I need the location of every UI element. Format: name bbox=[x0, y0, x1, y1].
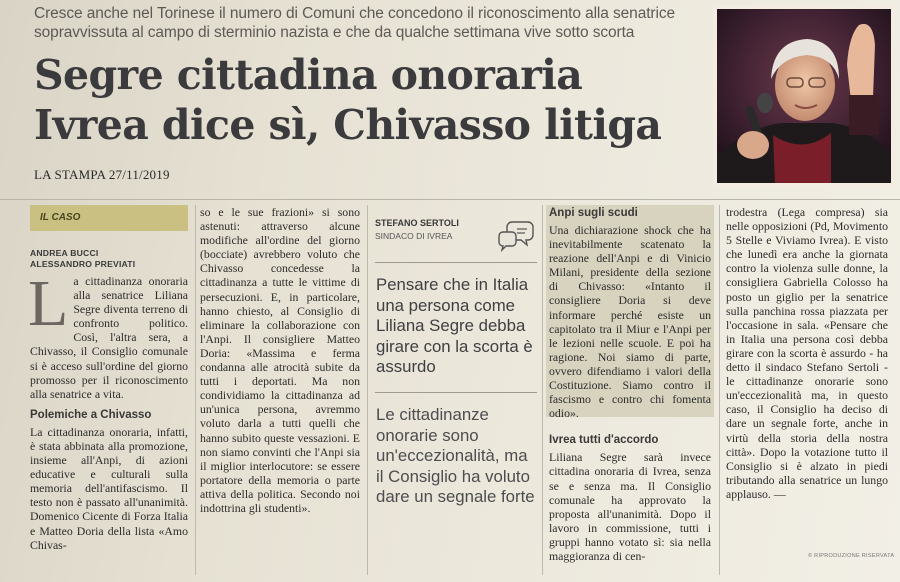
quote-author-role: SINDACO DI IVREA bbox=[375, 231, 453, 241]
quote-rule-top bbox=[375, 262, 537, 263]
pull-quote-2: Le cittadinanze onorarie sono un'eccezionalità, ma il Consiglio ha voluto dare un segnale forte bbox=[376, 405, 535, 506]
column-4 bbox=[726, 205, 888, 501]
column-1-paragraph-2: La cittadinanza onoraria, infatti, è stata abbinata alla promozione, insieme all'Anpi, di azioni educative e culturali sulla memoria dell'antifascismo. Il testo non è passato all'unanimità. Domenico Cicente di Forza Italia e Matteo Doria della lista «Amo Chivas- bbox=[30, 424, 188, 552]
column-1-paragraph-1 bbox=[28, 267, 188, 401]
header-rule bbox=[0, 199, 900, 200]
column-divider-1 bbox=[195, 205, 196, 575]
quote-author-name: STEFANO SERTOLI bbox=[375, 218, 459, 228]
speech-bubbles-icon bbox=[498, 220, 534, 252]
column-4-paragraph-1: trodestra (Lega compresa) sia nelle opposizioni (Pd, Movimento 5 Stelle e Viviamo Ivrea). E visto che lunedì era anche la giornata contro la violenza sulle donne, la consigliera Gabriella Colosso ha posto un giglio per la senatrice sulla panchina rossa piazzata per l'occasione in sala. «Pensare che in Italia una persona così debba girare con la scorta è assurdo - ha detto il sindaco Stefano Sertoli - le cittadinanze onorarie sono un'eccezionalità ma, in questo caso, il Consiglio ha deciso di dare un segnale forte, anche in virtù della storia della nostra città». Dopo la votazione tutto il Consiglio si è alzato in piedi tributando alla senatrice un lungo applauso. — bbox=[726, 205, 888, 501]
article-kicker: Cresce anche nel Torinese il numero di Comuni che concedono il riconoscimento alla senatrice sopravvissuta al campo di sterminio nazista e che da qualche settimana vive sotto scorta bbox=[34, 5, 675, 41]
section-tag bbox=[30, 205, 188, 231]
headline-line-1: Segre cittadina onoraria bbox=[34, 51, 583, 99]
headline-line-2: Ivrea dice sì, Chivasso litiga bbox=[34, 101, 662, 149]
column-divider-2 bbox=[367, 205, 368, 575]
quote-rule-middle bbox=[375, 392, 537, 393]
column-2-paragraph-1: so e le sue frazioni» si sono astenuti: attraverso alcune modifiche all'ordine del giorno (bocciate) avrebbero voluto che Chivasso concedesse la cittadinanza a tutte le vittime di persecuzioni. E, in particolare, hanno chiesto, al Consiglio di eliminare la collaborazione con l'Anpi. Il consigliere Matteo Doria: «Massima e ferma condanna alle atrocità subite da tutti i deportati. Ma non condividiamo la cittadinanza ad un'unica persona, avremmo voluto darla a tutti quelli che hanno subito queste vessazioni. E non siamo convinti che l'Anpi sia il miglior interlocutore: se essere portatore della memoria o parte attiva della politica. Secondo noi indottrina gli studenti». bbox=[200, 205, 360, 515]
subhead-polemiche: Polemiche a Chivasso bbox=[30, 408, 152, 421]
section-tag-label: IL CASO bbox=[40, 212, 81, 223]
subhead-anpi: Anpi sugli scudi bbox=[549, 207, 638, 219]
column-1-text-1: a cittadinanza onoraria alla senatrice Liliana Segre diventa terreno di confronto politico. Così, l'altra sera, a Chivasso, il Consiglio comunale si è acceso sull'ordine del giorno promosso per il riconoscimento alla senatrice a vita. bbox=[30, 274, 188, 401]
column-3-paragraph-1: Una dichiarazione shock che ha inevitabilmente scatenato la reazione dell'Anpi e di Vinicio Milani, presidente della sezione di Chivasso: «Intanto il consigliere Doria si deve informare perché esiste un capitolato tra il Miur e l'Anpi per le lezioni nelle scuole. E poi ha ragione. Noi siamo di parte, ovvero difendiamo i valori della Costituzione. Siamo contro il fascismo e contro chi fomenta odio». bbox=[549, 223, 711, 421]
drop-cap: L bbox=[28, 267, 69, 340]
subhead-ivrea: Ivrea tutti d'accordo bbox=[549, 434, 659, 447]
author-1: ANDREA BUCCI bbox=[30, 248, 99, 258]
column-3 bbox=[549, 205, 711, 563]
column-3-paragraph-2: Liliana Segre sarà invece cittadina onoraria di Ivrea, senza se e senza ma. Il Consiglio comunale ha approvato la proposta all'unanimità. Dopo il lavoro in commissione, tutti i gruppi hanno votato sì: sia nella maggioranza di cen- bbox=[549, 450, 711, 563]
column-divider-4 bbox=[719, 205, 720, 575]
column-1 bbox=[28, 267, 188, 552]
column-2 bbox=[200, 205, 360, 515]
source-caption: LA STAMPA 27/11/2019 bbox=[34, 167, 170, 182]
column-divider-3 bbox=[542, 205, 543, 575]
pull-quote-1: Pensare che in Italia una persona come Liliana Segre debba girare con la scorta è assurdo bbox=[376, 275, 533, 376]
author-2: ALESSANDRO PREVIATI bbox=[30, 259, 136, 269]
article-photo bbox=[713, 5, 895, 187]
copyright-notice: © RIPRODUZIONE RISERVATA bbox=[808, 553, 895, 559]
article-headline bbox=[34, 50, 724, 150]
